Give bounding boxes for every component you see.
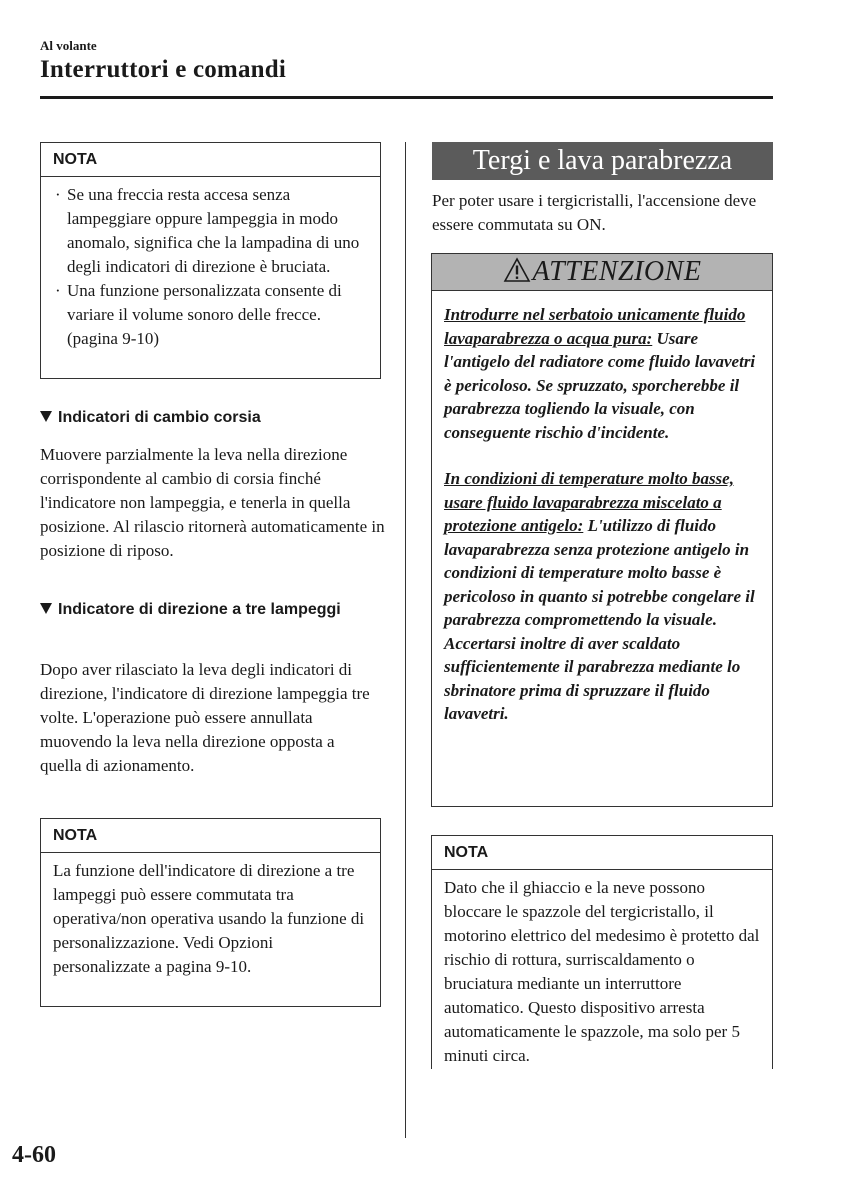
attention-header <box>432 254 772 291</box>
nota-body: Dato che il ghiaccio e la neve possono bloccare le spazzole del tergicristallo, il motorino elettrico del medesimo è protetto dal rischio di rottura, surriscaldamento o bruciatura mediante un interruttore automatico. Questo dispositivo arresta automaticamente le spazzole, ma solo per 5 minuti circa. <box>444 878 760 1065</box>
attention-p1-underlined: Introdurre nel serbatoio unicamente fluido lavaparabrezza o acqua pura: <box>444 305 746 348</box>
section-intro: Per poter usare i tergicristalli, l'accensione deve essere commutata su ON. <box>432 191 757 234</box>
attention-p2-text: L'utilizzo di fluido lavaparabrezza senza protezione antigelo in condizioni di temperature molto basse è pericoloso in quanto si potrebbe congelare il parabrezza compromettendo la visuale. Accertarsi inoltre di aver scaldato sufficientemente il parabrezza mediante lo sbrinatore prima di spruzzare il fluido lavavetri. <box>444 516 755 723</box>
nota-box-2 <box>40 818 381 1007</box>
lane-change-body: Muovere parzialmente la leva nella direzione corrispondente al cambio di corsia finché l'indicatore non lampeggia, e tenerla in quella posizione. Al rilascio ritornerà automaticamente in posizione di riposo. <box>40 445 385 560</box>
nota-heading: NOTA <box>432 836 772 870</box>
attention-p2-underlined: In condizioni di temperature molto basse, usare fluido lavaparabrezza miscelato a protezione antigelo: <box>444 469 734 535</box>
three-flash-heading <box>40 598 360 622</box>
nota-box-3 <box>431 835 773 1069</box>
column-divider <box>405 142 406 1138</box>
attention-body <box>432 291 772 726</box>
nota-bullet: · Una funzione personalizzata consente di variare il volume sonoro delle frecce. (pagina 9-10) <box>51 279 370 351</box>
nota-body: La funzione dell'indicatore di direzione a tre lampeggi può essere commutata tra operativa/non operativa usando la funzione di personalizzazione. Vedi Opzioni personalizzate a pagina 9-10. <box>53 861 365 976</box>
page-number: 4-60 <box>12 1142 56 1168</box>
nota-bullet: · Se una freccia resta accesa senza lampeggiare oppure lampeggia in modo anomalo, significa che la lampadina di uno degli indicatori di direzione è bruciata. <box>51 183 370 279</box>
warning-triangle-icon <box>503 257 531 288</box>
nota-box-1 <box>40 142 381 379</box>
section-label: Al volante <box>40 38 97 53</box>
attention-box <box>431 253 773 807</box>
page-title: Interruttori e comandi <box>40 56 287 83</box>
header-rule <box>40 96 773 99</box>
nota-heading: NOTA <box>41 143 380 177</box>
triangle-bullet-icon <box>40 411 52 422</box>
three-flash-heading-text: Indicatore di direzione a tre lampeggi <box>58 601 341 618</box>
three-flash-body: Dopo aver rilasciato la leva degli indicatori di direzione, l'indicatore di direzione lampeggia tre volte. L'operazione può essere annullata muovendo la leva nella direzione opposta a quella di azionamento. <box>40 660 370 775</box>
attention-p1-text: Usare l'antigelo del radiatore come fluido lavavetri è pericoloso. Se spruzzato, sporcherebbe il parabrezza togliendo la visuale, con conseguente rischio d'incidente. <box>444 328 756 442</box>
lane-change-heading-text: Indicatori di cambio corsia <box>58 409 261 426</box>
triangle-bullet-icon <box>40 603 52 614</box>
lane-change-heading <box>40 406 385 430</box>
section-title: Tergi e lava parabrezza <box>432 142 773 180</box>
nota-bullet-list <box>51 183 370 351</box>
attention-label: ATTENZIONE <box>532 256 702 287</box>
nota-heading: NOTA <box>41 819 380 853</box>
